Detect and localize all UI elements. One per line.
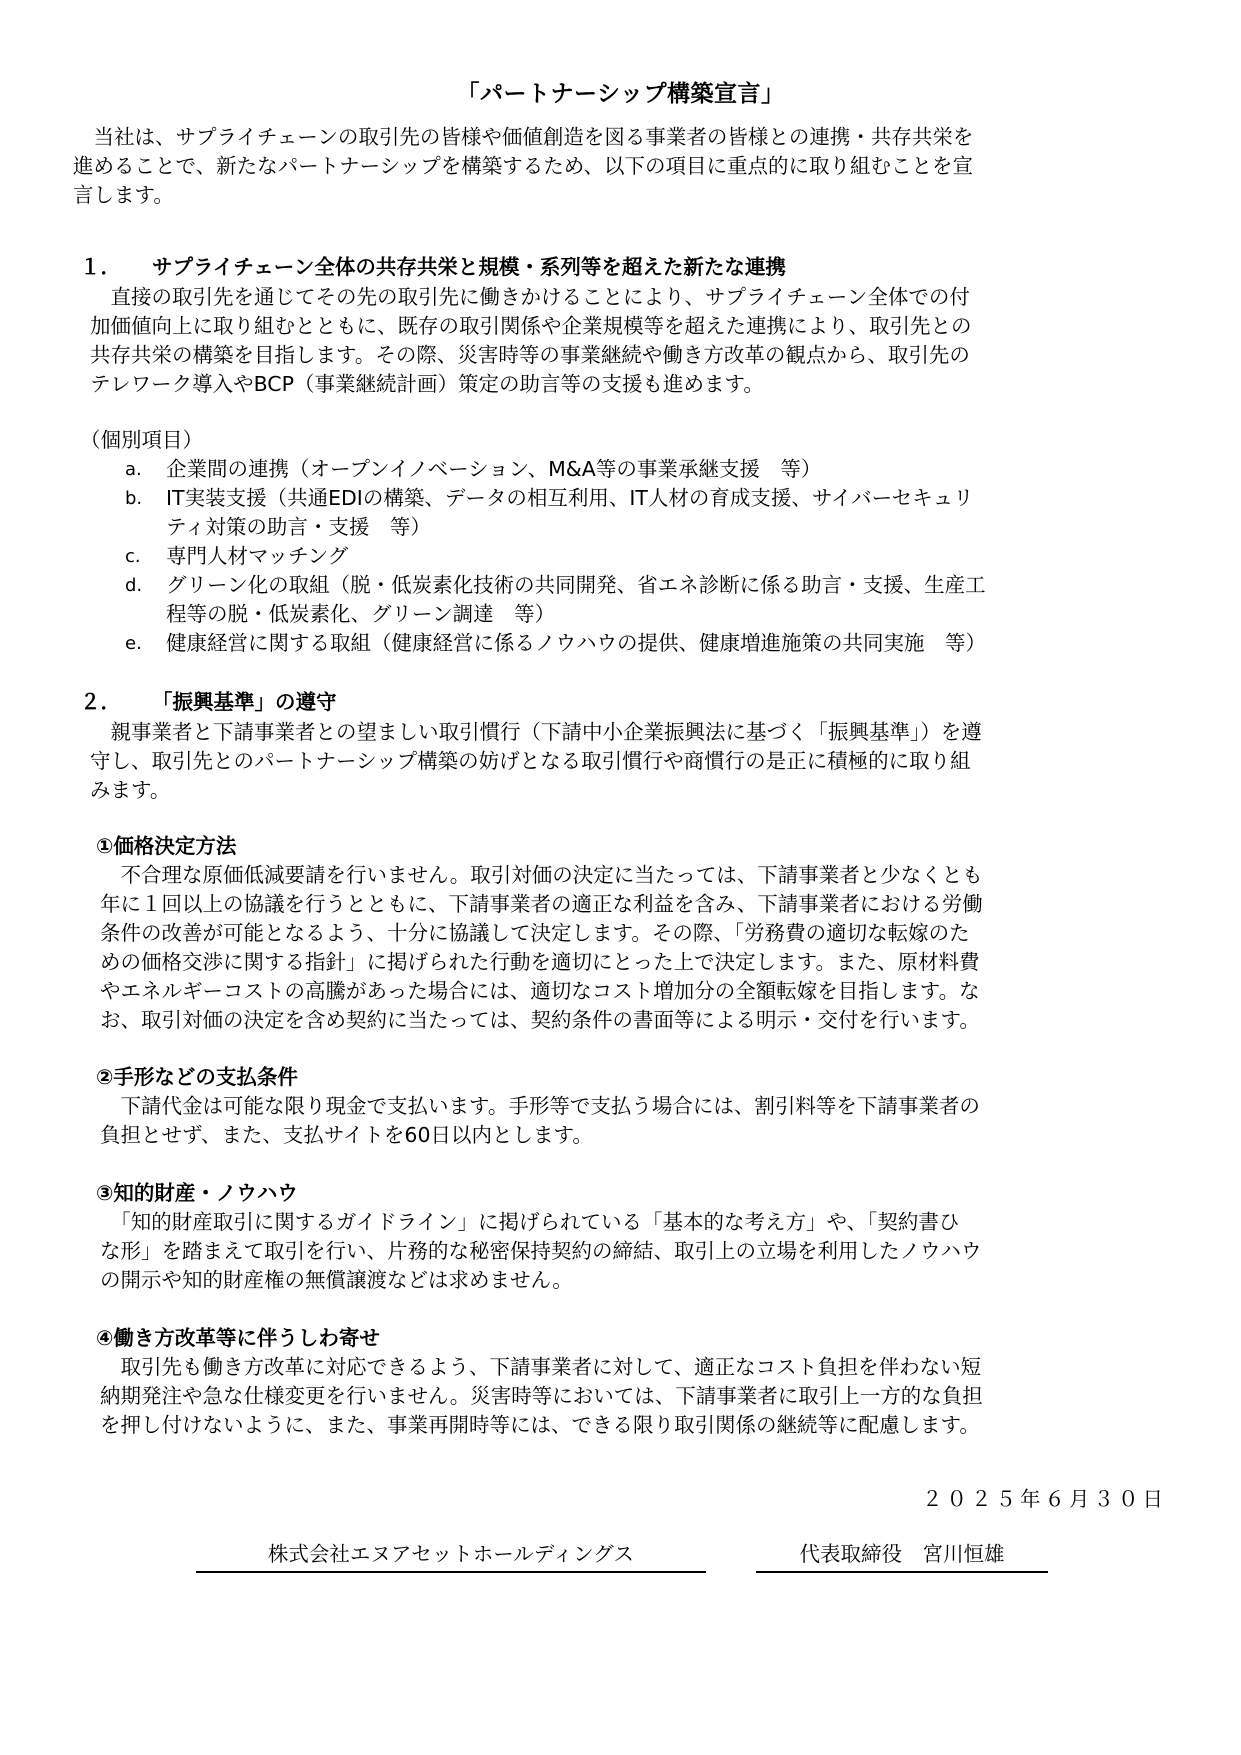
document-title: 「パートナーシップ構築宣言」 <box>456 81 785 107</box>
section2-body-line: 守し、取引先とのパートナーシップ構築の妨げとなる取引慣行や商慣行の是正に積極的に取り組 <box>90 749 971 773</box>
company-name: 株式会社エヌアセットホールディングス <box>196 1537 706 1573</box>
section1-body-line: 直接の取引先を通じてその先の取引先に働きかけることにより、サプライチェーン全体での付 <box>90 285 970 309</box>
section1-body-line: 共存共栄の構築を目指します。その際、災害時等の事業継続や働き方改革の観点から、取引先の <box>90 343 970 367</box>
section2-heading <box>80 688 337 717</box>
subsection-body-line: 負担とせず、また、支払サイトを60日以内とします。 <box>100 1123 593 1147</box>
item-marker: a. <box>125 459 142 480</box>
item-marker: b. <box>125 488 143 509</box>
section1-body <box>90 283 972 399</box>
item-text: 企業間の連携（オープンイノベーション、M&A等の事業承継支援 等） <box>166 457 822 481</box>
subsection-body-line: 条件の改善が可能となるよう、十分に協議して決定します。その際、「労務費の適切な転嫁のた <box>100 921 970 945</box>
subsection-body-line: やエネルギーコストの高騰があった場合には、適切なコスト増加分の全額転嫁を目指します。な <box>100 979 980 1003</box>
subsection-heading: ②手形などの支払条件 <box>96 1065 298 1089</box>
subsection-body-line: を押し付けないように、また、事業再開時等には、できる限り取引関係の継続等に配慮します。 <box>100 1413 980 1437</box>
section2-title: 「振興基準」の遵守 <box>152 690 337 714</box>
intro-paragraph <box>73 123 973 210</box>
subsection-heading: ①価格決定方法 <box>96 834 237 858</box>
item-text: ティ対策の助言・支援 等） <box>166 515 431 539</box>
individual-items-label: （個別項目） <box>80 428 203 452</box>
section2-body-line: 親事業者と下請事業者との望ましい取引慣行（下請中小企業振興法に基づく「振興基準」）を遵 <box>90 720 982 744</box>
subsection-body-line: めの価格交渉に関する指針」に掲げられた行動を適切にとった上で決定します。また、原材料費 <box>100 950 980 974</box>
subsection-heading: ③知的財産・ノウハウ <box>96 1181 298 1205</box>
section1-number: １． <box>80 255 121 279</box>
item-text: 程等の脱・低炭素化、グリーン調達 等） <box>166 602 556 626</box>
section2-number: ２． <box>80 690 121 714</box>
subsection-body-line: 「知的財産取引に関するガイドライン」に掲げられている「基本的な考え方」や、「契約書ひ <box>100 1210 960 1234</box>
item-text: IT実装支援（共通EDIの構築、データの相互利用、IT人材の育成支援、サイバーセキュリ <box>166 486 974 510</box>
subsection-body-line: 納期発注や急な仕様変更を行いません。災害時等においては、下請事業者に取引上一方的な負担 <box>100 1384 983 1408</box>
intro-line: 言します。 <box>73 183 174 207</box>
section1-body-line: 加価値向上に取り組むとともに、既存の取引関係や企業規模等を超えた連携により、取引先との <box>90 314 972 338</box>
subsection-body-line: 年に１回以上の協議を行うとともに、下請事業者の適正な利益を含み、下請事業者における労働 <box>100 892 983 916</box>
subsection-body-line: 不合理な原価低減要請を行いません。取引対価の決定に当たっては、下請事業者と少なくとも <box>100 863 983 887</box>
item-marker: e. <box>125 633 142 654</box>
section2-body <box>90 718 982 805</box>
section1-body-line: テレワーク導入やBCP（事業継続計画）策定の助言等の支援も進めます。 <box>90 372 764 396</box>
intro-line: 進めることで、新たなパートナーシップを構築するため、以下の項目に重点的に取り組むことを宣 <box>73 154 973 178</box>
item-marker: c. <box>125 546 141 567</box>
subsection-body-line: 取引先も働き方改革に対応できるよう、下請事業者に対して、適正なコスト負担を伴わない短 <box>100 1355 982 1379</box>
item-marker: d. <box>125 575 143 596</box>
subsection-body-line: お、取引対価の決定を含め契約に当たっては、契約条件の書面等による明示・交付を行います。 <box>100 1008 980 1032</box>
section1-title: サプライチェーン全体の共存共栄と規模・系列等を超えた新たな連携 <box>152 255 786 279</box>
subsection-body <box>100 861 983 1035</box>
item-text: 専門人材マッチング <box>166 544 349 568</box>
section2-body-line: みます。 <box>90 778 171 802</box>
section1-heading <box>80 253 786 282</box>
representative-name: 代表取締役 宮川恒雄 <box>756 1537 1048 1573</box>
subsection-body <box>100 1353 983 1440</box>
subsection-body-line: 下請代金は可能な限り現金で支払います。手形等で支払う場合には、割引料等を下請事業者の <box>100 1094 980 1118</box>
subsection-body <box>100 1208 982 1295</box>
intro-line: 当社は、サプライチェーンの取引先の皆様や価値創造を図る事業者の皆様との連携・共存共栄を <box>73 125 974 149</box>
subsection-heading: ④働き方改革等に伴うしわ寄せ <box>96 1326 380 1350</box>
declaration-date: ２０２５年６月３０日 <box>922 1487 1167 1511</box>
item-text: 健康経営に関する取組（健康経営に係るノウハウの提供、健康増進施策の共同実施 等） <box>166 631 986 655</box>
item-text: グリーン化の取組（脱・低炭素化技術の共同開発、省エネ診断に係る助言・支援、生産工 <box>166 573 986 597</box>
subsection-body-line: の開示や知的財産権の無償譲渡などは求めません。 <box>100 1268 573 1292</box>
subsection-body-line: な形」を踏まえて取引を行い、片務的な秘密保持契約の締結、取引上の立場を利用したノウハウ <box>100 1239 982 1263</box>
subsection-body <box>100 1092 980 1150</box>
